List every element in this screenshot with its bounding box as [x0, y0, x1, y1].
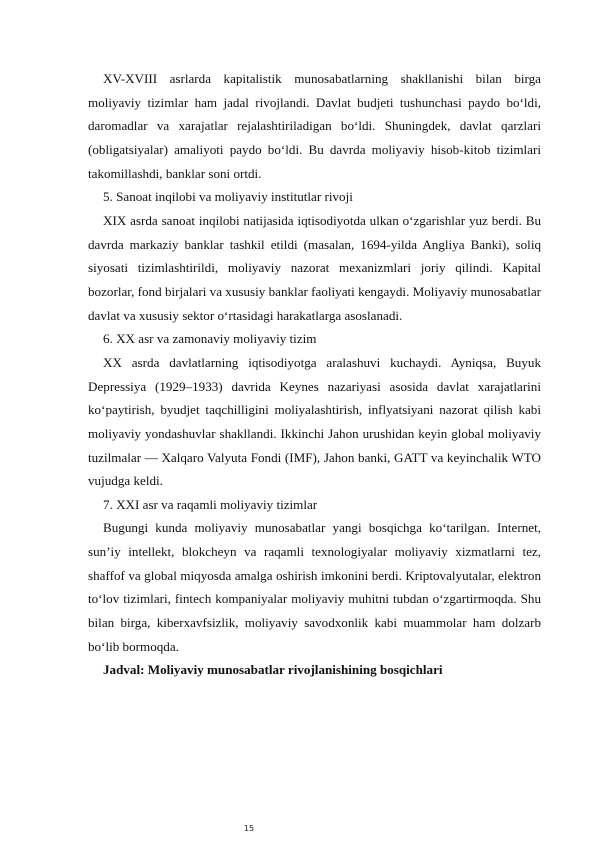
section-heading-7: 7. XXI asr va raqamli moliyaviy tizimlar	[103, 496, 318, 512]
page-number: 15	[243, 824, 255, 833]
paragraph-industrial-revolution: XIX asrda sanoat inqilobi natijasida iqtisodiyotda ulkan o‘zgarishlar yuz berdi. Bu davrda markaziy banklar tashkil etildi (masalan, 1694-yilda Angliya Banki), soliq siyosati tizimlashtirildi, moliyaviy nazorat mexanizmlari joriy qilindi. Kapital bozorlar, fond birjalari va xususiy banklar faoliyati kengaydi. Moliyaviy munosabatlar davlat va xususiy sektor o‘rtasidagi harakatlarga asoslanadi.	[88, 212, 541, 323]
paragraph-20th-century: XX asrda davlatlarning iqtisodiyotga aralashuvi kuchaydi. Ayniqsa, Buyuk Depressiya (1929–1933) davrida Keynes nazariyasi asosida davlat xarajatlarini ko‘paytirish, byudjet taqchilligini moliyalashtirish, inflyatsiyani nazorat qilish kabi moliyaviy yondashuvlar shakllandi. Ikkinchi Jahon urushidan keyin global moliyaviy tuzilmalar — Xalqaro Valyuta Fondi (IMF), Jahon banki, GATT va keyinchalik WTO vujudga keldi.	[88, 354, 541, 489]
section-heading-6: 6. XX asr va zamonaviy moliyaviy tizim	[103, 331, 317, 347]
document-body	[88, 67, 541, 682]
paragraph-capitalism: XV-XVIII asrlarda kapitalistik munosabatlarning shakllanishi bilan birga moliyaviy tizimlar ham jadal rivojlandi. Davlat budjeti tushunchasi paydo bo‘ldi, daromadlar va xarajatlar rejalashtiriladigan bo‘ldi. Shuningdek, davlat qarzlari (obligatsiyalar) amaliyoti paydo bo‘ldi. Bu davrda moliyaviy hisob-kitob tizimlari takomillashdi, banklar soni ortdi.	[88, 71, 541, 181]
paragraph-21st-century: Bugungi kunda moliyaviy munosabatlar yangi bosqichga ko‘tarilgan. Internet, sun’iy intellekt, blokcheyn va raqamli texnologiyalar moliyaviy xizmatlarni tez, shaffof va global miqyosda amalga oshirish imkonini berdi. Kriptovalyutalar, elektron to‘lov tizimlari, fintech kompaniyalar moliyaviy muhitni tubdan o‘zgartirmoqda. Shu bilan birga, kiberxavfsizlik, moliyaviy savodxonlik kabi muammolar ham dolzarb bo‘lib bormoqda.	[88, 520, 541, 654]
table-title: Jadval: Moliyaviy munosabatlar rivojlanishining bosqichlari	[103, 662, 443, 678]
section-heading-5: 5. Sanoat inqilobi va moliyaviy institutlar rivoji	[103, 189, 353, 205]
